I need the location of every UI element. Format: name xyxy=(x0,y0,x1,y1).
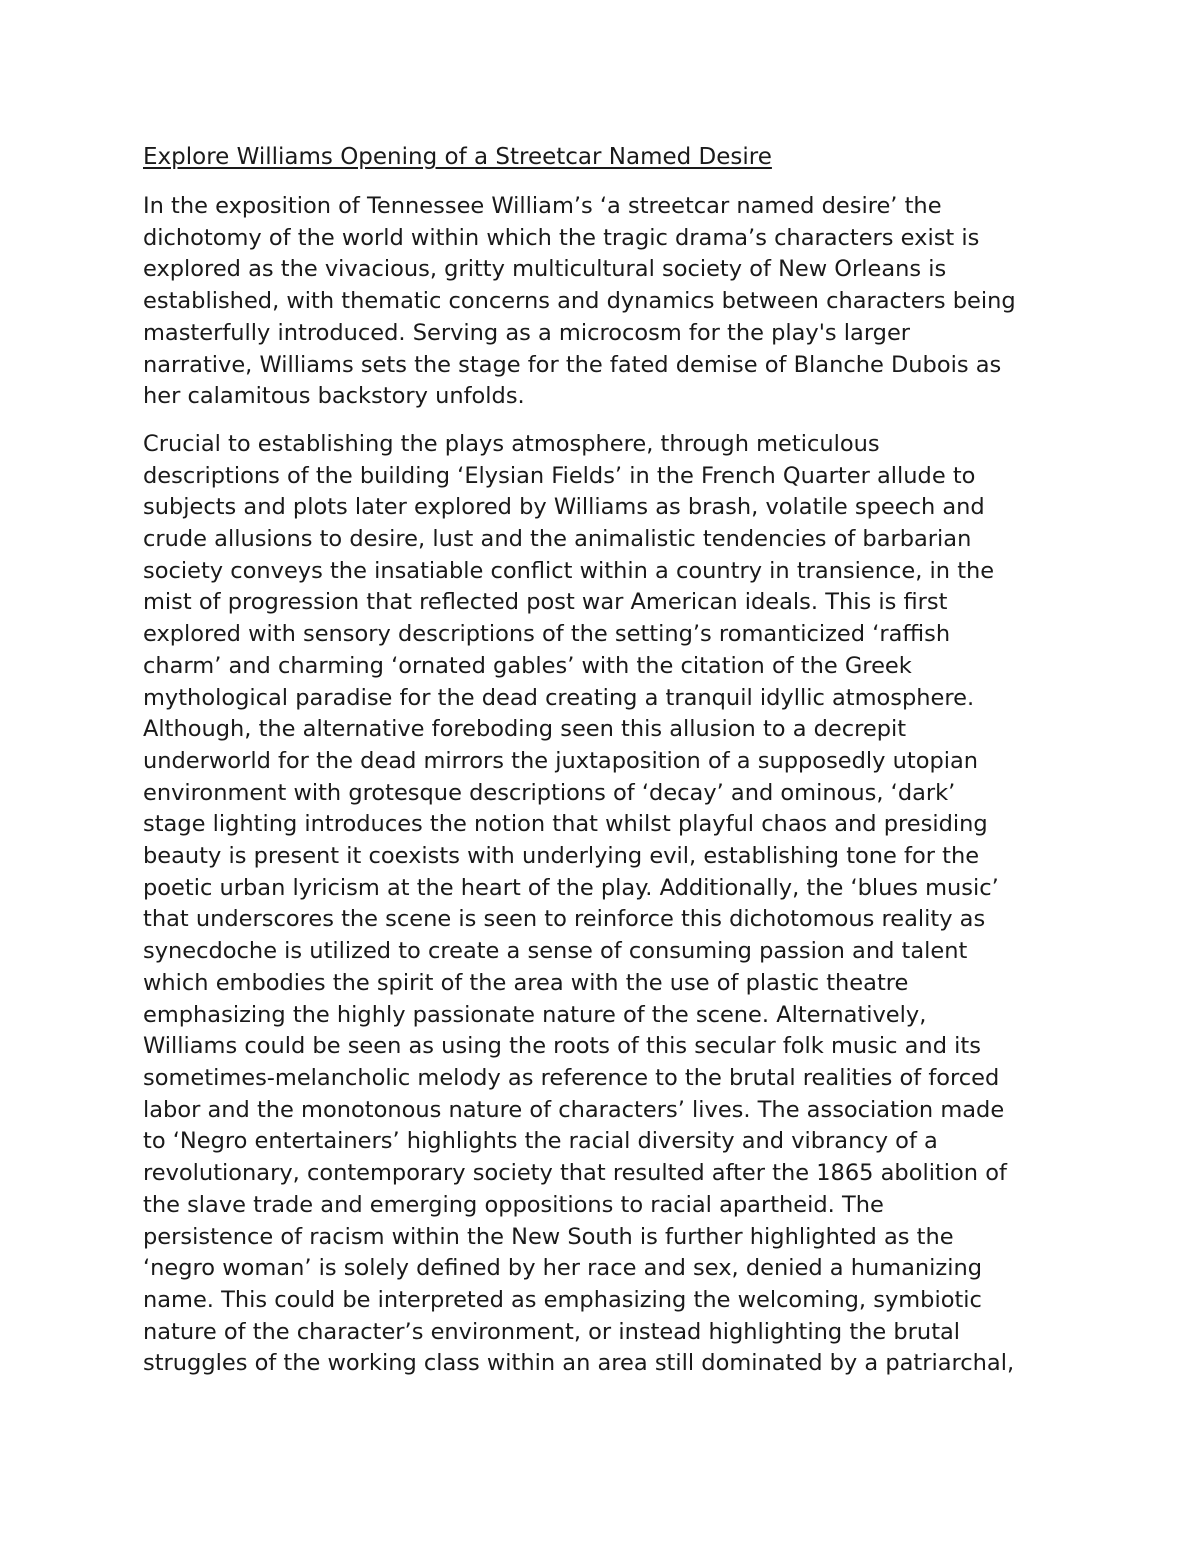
document-title: Explore Williams Opening of a Streetcar Named Desire xyxy=(143,144,772,170)
paragraph-line: which embodies the spirit of the area with the use of plastic theatre xyxy=(143,969,909,996)
paragraph-line: explored with sensory descriptions of the setting’s romanticized ‘raffish xyxy=(143,621,951,648)
paragraph-line: In the exposition of Tennessee William’s ‘a streetcar named desire’ the xyxy=(143,193,942,219)
paragraph-line: established, with thematic concerns and dynamics between characters being xyxy=(143,288,1016,315)
paragraph-line: stage lighting introduces the notion that whilst playful chaos and presiding xyxy=(143,811,988,838)
paragraph-line: charm’ and charming ‘ornated gables’ with the citation of the Greek xyxy=(143,652,912,679)
paragraph-line: synecdoche is utilized to create a sense of consuming passion and talent xyxy=(143,938,968,965)
paragraph-line: narrative, Williams sets the stage for the fated demise of Blanche Dubois as xyxy=(143,351,1002,378)
paragraph-line: mythological paradise for the dead creating a tranquil idyllic atmosphere. xyxy=(143,684,975,711)
paragraph-line: masterfully introduced. Serving as a microcosm for the play's larger xyxy=(143,319,911,346)
paragraph-line: Williams could be seen as using the roots of this secular folk music and its xyxy=(143,1033,981,1060)
paragraph-line: emphasizing the highly passionate nature of the scene. Alternatively, xyxy=(143,1001,927,1028)
paragraph-line: society conveys the insatiable conflict within a country in transience, in the xyxy=(143,557,995,584)
paragraph-line: descriptions of the building ‘Elysian Fields’ in the French Quarter allude to xyxy=(143,462,976,489)
paragraph-line: nature of the character’s environment, or instead highlighting the brutal xyxy=(143,1318,961,1345)
paragraph-line: revolutionary, contemporary society that resulted after the 1865 abolition of xyxy=(143,1160,1007,1187)
body-paragraph xyxy=(143,429,1083,1380)
paragraph-line: name. This could be interpreted as emphasizing the welcoming, symbiotic xyxy=(143,1286,982,1313)
paragraph-line: that underscores the scene is seen to reinforce this dichotomous reality as xyxy=(143,906,986,933)
paragraph-line: underworld for the dead mirrors the juxtaposition of a supposedly utopian xyxy=(143,747,979,774)
paragraph-line: persistence of racism within the New South is further highlighted as the xyxy=(143,1223,954,1250)
paragraph-line: Crucial to establishing the plays atmosphere, through meticulous xyxy=(143,430,880,457)
paragraph-line: environment with grotesque descriptions of ‘decay’ and ominous, ‘dark’ xyxy=(143,779,956,806)
paragraph-line: beauty is present it coexists with underlying evil, establishing tone for the xyxy=(143,843,980,870)
paragraph-line: her calamitous backstory unfolds. xyxy=(143,383,525,410)
paragraph-line: dichotomy of the world within which the tragic drama’s characters exist is xyxy=(143,224,980,251)
paragraph-line: struggles of the working class within an area still dominated by a patriarchal, xyxy=(143,1350,1015,1377)
paragraph-line: explored as the vivacious, gritty multicultural society of New Orleans is xyxy=(143,256,947,283)
paragraph-line: poetic urban lyricism at the heart of the play. Additionally, the ‘blues music’ xyxy=(143,874,999,901)
body-paragraph xyxy=(143,191,1083,413)
paragraph-line: to ‘Negro entertainers’ highlights the racial diversity and vibrancy of a xyxy=(143,1128,938,1155)
paragraph-line: labor and the monotonous nature of characters’ lives. The association made xyxy=(143,1096,1005,1123)
paragraph-line: Although, the alternative foreboding seen this allusion to a decrepit xyxy=(143,716,907,743)
paragraph-line: ‘negro woman’ is solely defined by her race and sex, denied a humanizing xyxy=(143,1255,983,1282)
document-body xyxy=(143,140,1083,1396)
paragraph-line: sometimes-melancholic melody as reference to the brutal realities of forced xyxy=(143,1064,1000,1091)
paragraph-container xyxy=(143,191,1083,1380)
paragraph-line: mist of progression that reflected post war American ideals. This is first xyxy=(143,589,948,616)
paragraph-line: the slave trade and emerging oppositions to racial apartheid. The xyxy=(143,1191,884,1218)
paragraph-line: subjects and plots later explored by Williams as brash, volatile speech and xyxy=(143,494,985,521)
paragraph-line: crude allusions to desire, lust and the animalistic tendencies of barbarian xyxy=(143,526,972,553)
